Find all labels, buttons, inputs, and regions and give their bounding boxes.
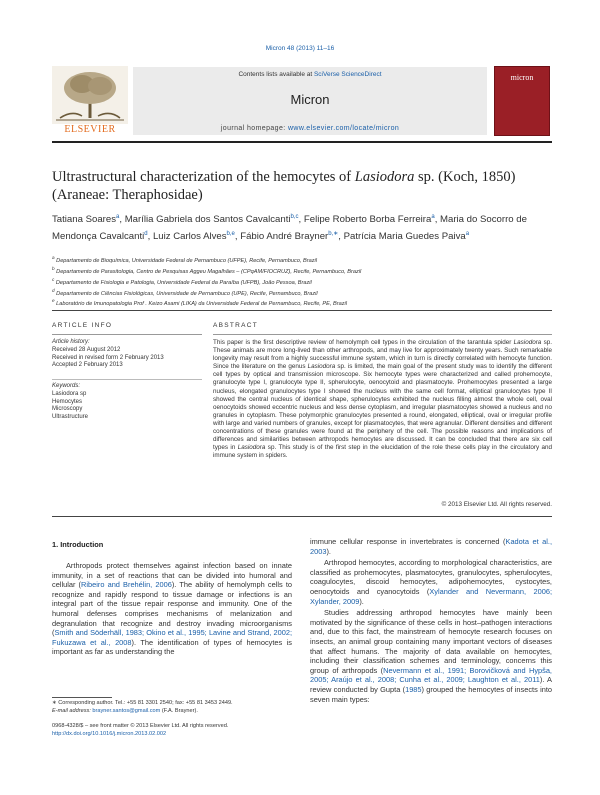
author-affiliation-marker[interactable]: a <box>431 214 435 220</box>
author-affiliation-marker[interactable]: b,∗ <box>328 231 339 238</box>
affiliation-marker: e <box>52 298 55 304</box>
text-run: ). The identification of types of hemocytes is important as far as understanding the <box>52 637 292 657</box>
affiliation-item <box>52 287 552 298</box>
author-affiliation-marker[interactable]: b,e <box>226 231 235 238</box>
abstract-s3: sp. is limited, the main goal of the present study was to identify the different cell types by optical and transmission microscope. Six hemocyte types were characterized and called prohemocyte, granulocyte type I, granulocyte type II, spherulocyte, oenocytoid and plasmatocyte. Prohemocytes presented a large nucleus, elongated granulocytes type I showed the nucleus with the same cell format, elliptical granulocytes type II showed the central nucleus of identical shape, spherulocytes exhibited the nucleus filling almost the whole cell, oval oenocytoids showed eccentric nucleus and less dense cytoplasm, and irregular plasmatocytes showed a nucleus and no granules in cytoplasm. These polymorphic granulocytes presented a round, elongated, elliptical, oval or irregular profile with large and varied numbers of granules, except for plasmatocytes, that were agranular. Different densities and different concentrations of these granules were found at the periphery of the cell. The possible reasons and implications of differences and similarities between arthropods hemocytes are discussed. It can be concluded that there are six cell types in <box>213 363 552 452</box>
corresponding-author: ∗ Corresponding author. Tel.: +55 81 3301 2540; fax: +55 81 3453 2449. <box>52 700 233 706</box>
text-run: immune cellular response in invertebrates is concerned ( <box>310 537 506 546</box>
journal-name: Micron <box>290 92 330 107</box>
header-rule <box>52 141 552 143</box>
homepage-line <box>133 125 487 132</box>
text-run: ). <box>326 546 331 556</box>
affiliation-item <box>52 265 552 276</box>
title-italic: Lasiodora <box>354 169 415 185</box>
text-run: ) grouped the hemocytes of insects into seven main types: <box>310 684 553 704</box>
cover-title: micron <box>510 73 534 82</box>
author-affiliation-marker[interactable]: a <box>465 231 470 238</box>
author-separator: , <box>119 214 125 226</box>
publisher-name: ELSEVIER <box>64 124 116 135</box>
abstract-s2-italic: Lasiodora <box>307 363 336 371</box>
footnote <box>52 700 292 715</box>
affiliation-text: Departamento de Fisiologia e Patologia, Universidade Federal da Paraíba (UFPB), João Pessoa, Brazil <box>55 279 312 286</box>
affiliation-text: Departamento de Ciências Fisiológicas, Universidade de Pernambuco (UPE), Recife, Pernambuco, Brazil <box>56 290 318 297</box>
author-affiliation-marker[interactable]: d <box>144 231 148 238</box>
title-part1: Ultrastructural characterization of the hemocytes of <box>52 169 355 185</box>
affiliation-text: Departamento de Parasitologia, Centro de Pesquisas Aggeu Magalhães – (CPqAM/FIOCRUZ), Recife, Pernambuco, Brazil <box>56 268 362 275</box>
author-name: Maria do Socorro de Mendonça Cavalcanti <box>52 214 527 243</box>
citation-link[interactable]: Ribeiro and Brehélin, 2006 <box>81 580 172 590</box>
article-info-heading: ARTICLE INFO <box>52 322 113 329</box>
abstract-s4: sp. This study is of the first step in the elucidation of the role these cells play in the circulatory and immune system in spiders. <box>213 444 553 460</box>
abstract-text <box>213 339 552 460</box>
text-run: Arthropod hemocytes, according to morphological characteristics, are classified as prohemocytes, plasmatocytes, granulocytes, spherulocytes, coagulocytes, discoid hemocytes, adipohemocytes, cystocytes, oenocytoids and cyanocytoids ( <box>310 558 552 596</box>
abstract-heading: ABSTRACT <box>213 322 259 329</box>
title-part2: sp. (Koch, 1850) <box>414 169 516 185</box>
history-label: Article history: <box>52 339 90 345</box>
section-rule <box>52 310 552 311</box>
history-item: Received in revised form 2 February 2013 <box>52 354 164 361</box>
footnote-rule <box>52 697 112 698</box>
author-name: Fábio André Brayner <box>240 231 329 243</box>
affiliation-marker: c <box>52 276 55 282</box>
affiliation-list <box>52 254 552 308</box>
citation-link[interactable]: Smith and Söderhäll, 1983; Okino et al., 1995; Lavine and Strand, 2002; Fukuzawa et al., 2008 <box>52 628 292 647</box>
abstract-s3-italic: Lasiodora <box>237 444 266 452</box>
contents-line <box>133 71 487 78</box>
abstract-s2: sp. These animals are more long-lived than other arthropods, and may live for approximately twenty years. Such remarkable longevity may result from a highly successful immune system, which in turn is directly correlated with hemocyte function. Since the literature on the genus <box>213 339 552 371</box>
author-separator: , <box>434 214 441 226</box>
keywords-block <box>52 383 202 422</box>
affiliation-text: Laboratório de Imunopatologia Prof . Keizo Asami (LIKA) da Universidade Federal de Pernambuco, Recife, PE, Brazil <box>56 301 347 308</box>
keywords-label: Keywords: <box>52 383 81 389</box>
author-affiliation-marker[interactable]: a <box>116 214 120 220</box>
text-run: ). A review conducted by Gupta ( <box>310 675 552 694</box>
issn-block <box>52 723 352 738</box>
affiliation-text: Departamento de Bioquímica, Universidade Federal de Pernambuco (UFPE), Recife, Pernambuco, Brazil <box>56 257 318 264</box>
keywords-rule <box>52 379 202 380</box>
keyword-item: Hemocytes <box>52 398 83 405</box>
article-title <box>52 168 552 204</box>
abstract-rule <box>213 334 552 335</box>
homepage-prefix: journal homepage: <box>220 125 288 132</box>
left-column <box>52 561 292 659</box>
text-run: ). <box>359 596 364 606</box>
affiliation-item <box>52 297 552 308</box>
author-list <box>52 210 552 244</box>
doi-link[interactable]: http://dx.doi.org/10.1016/j.micron.2013.02.002 <box>52 730 167 737</box>
email-label: E-mail address: <box>52 707 93 714</box>
article-info-rule <box>52 334 202 335</box>
affiliation-item <box>52 254 552 265</box>
text-run: Studies addressing arthropod hemocytes have mainly been motivated by the significance of these cells in host–pathogen interactions and, due to this fact, the mainstream of hemocyte research focuses on insects, an animal group containing many important vectors of diseases that affect humans. The majority of data available on hemocytes, including their classification schemes and terminology, concerns this group of arthropods ( <box>310 608 552 675</box>
keyword-item: Lasiodora sp <box>52 390 87 397</box>
contents-prefix: Contents lists available at <box>238 71 314 78</box>
sciencedirect-link[interactable]: SciVerse ScienceDirect <box>313 71 382 78</box>
author-separator: , <box>298 214 304 226</box>
author-separator: , <box>234 231 241 243</box>
email-suffix: (F.A. Brayner). <box>160 707 198 714</box>
text-run: ). The ability of hemolymph cells to recognize and rapidly respond to tissue damage or infections is an integral part of the tissue repair response and immunity. One of the humoral defenses comprises mechanisms of melanization and degranulation that recognize and destroy invading microorganisms ( <box>52 580 293 638</box>
citation-link[interactable]: Xylander and Nevermann, 2006; Xylander, 2009 <box>310 586 552 606</box>
issn-line: 0968-4328/$ – see front matter © 2013 Elsevier Ltd. All rights reserved. <box>52 723 229 729</box>
email-line <box>52 708 292 716</box>
affiliation-item <box>52 276 552 287</box>
history-item: Accepted 2 February 2013 <box>52 362 123 369</box>
abstract-s1: This paper is the first descriptive review of hemolymph cell types in the circulation of the tarantula spider <box>213 339 514 346</box>
paragraph <box>310 558 552 606</box>
author-separator: , <box>147 231 153 243</box>
paragraph <box>310 608 552 704</box>
affiliation-marker: d <box>52 287 55 293</box>
email-link[interactable]: brayner.santos@gmail.com <box>92 707 161 714</box>
author-name: Marília Gabriela dos Santos Cavalcanti <box>124 214 291 226</box>
affiliation-marker: b <box>52 265 55 271</box>
body-rule <box>52 516 552 517</box>
copyright-notice: © 2013 Elsevier Ltd. All rights reserved. <box>441 501 552 508</box>
article-history <box>52 339 202 370</box>
paragraph <box>310 537 552 556</box>
paragraph <box>52 561 292 657</box>
affiliation-marker: a <box>52 255 55 260</box>
journal-reference: Micron 48 (2013) 11–16 <box>265 45 335 52</box>
citation-link[interactable]: 1985 <box>405 684 422 694</box>
title-line2: (Araneae: Theraphosidae) <box>52 187 203 203</box>
abstract-s1-italic: Lasiodora <box>513 339 542 346</box>
section-heading-introduction: 1. Introduction <box>52 540 104 549</box>
author-name: Luiz Carlos Alves <box>152 231 227 243</box>
text-run: Arthropods protect themselves against infection based on innate immunity, in a set of reactions that can be divided into humoral and cellular ( <box>52 561 292 590</box>
right-column <box>310 537 552 706</box>
author-name: Patrícia Maria Guedes Paiva <box>343 231 466 243</box>
author-separator: , <box>338 231 344 243</box>
homepage-link[interactable]: www.elsevier.com/locate/micron <box>287 125 400 132</box>
history-item: Received 28 August 2012 <box>52 346 121 353</box>
citation-link[interactable]: Kadota et al., 2003 <box>310 537 552 556</box>
citation-link[interactable]: Nevermann et al., 1991; Borovičková and Hypša, 2005; Araújo et al., 2008; Cunha et al., 2009; Laughton et al., 2011 <box>310 665 552 685</box>
keyword-item: Microscopy <box>52 406 83 413</box>
keyword-item: Ultrastructure <box>52 414 89 421</box>
author-affiliation-marker[interactable]: b,c <box>290 214 299 220</box>
author-name: Felipe Roberto Borba Ferreira <box>303 214 432 226</box>
author-name: Tatiana Soares <box>52 214 116 226</box>
